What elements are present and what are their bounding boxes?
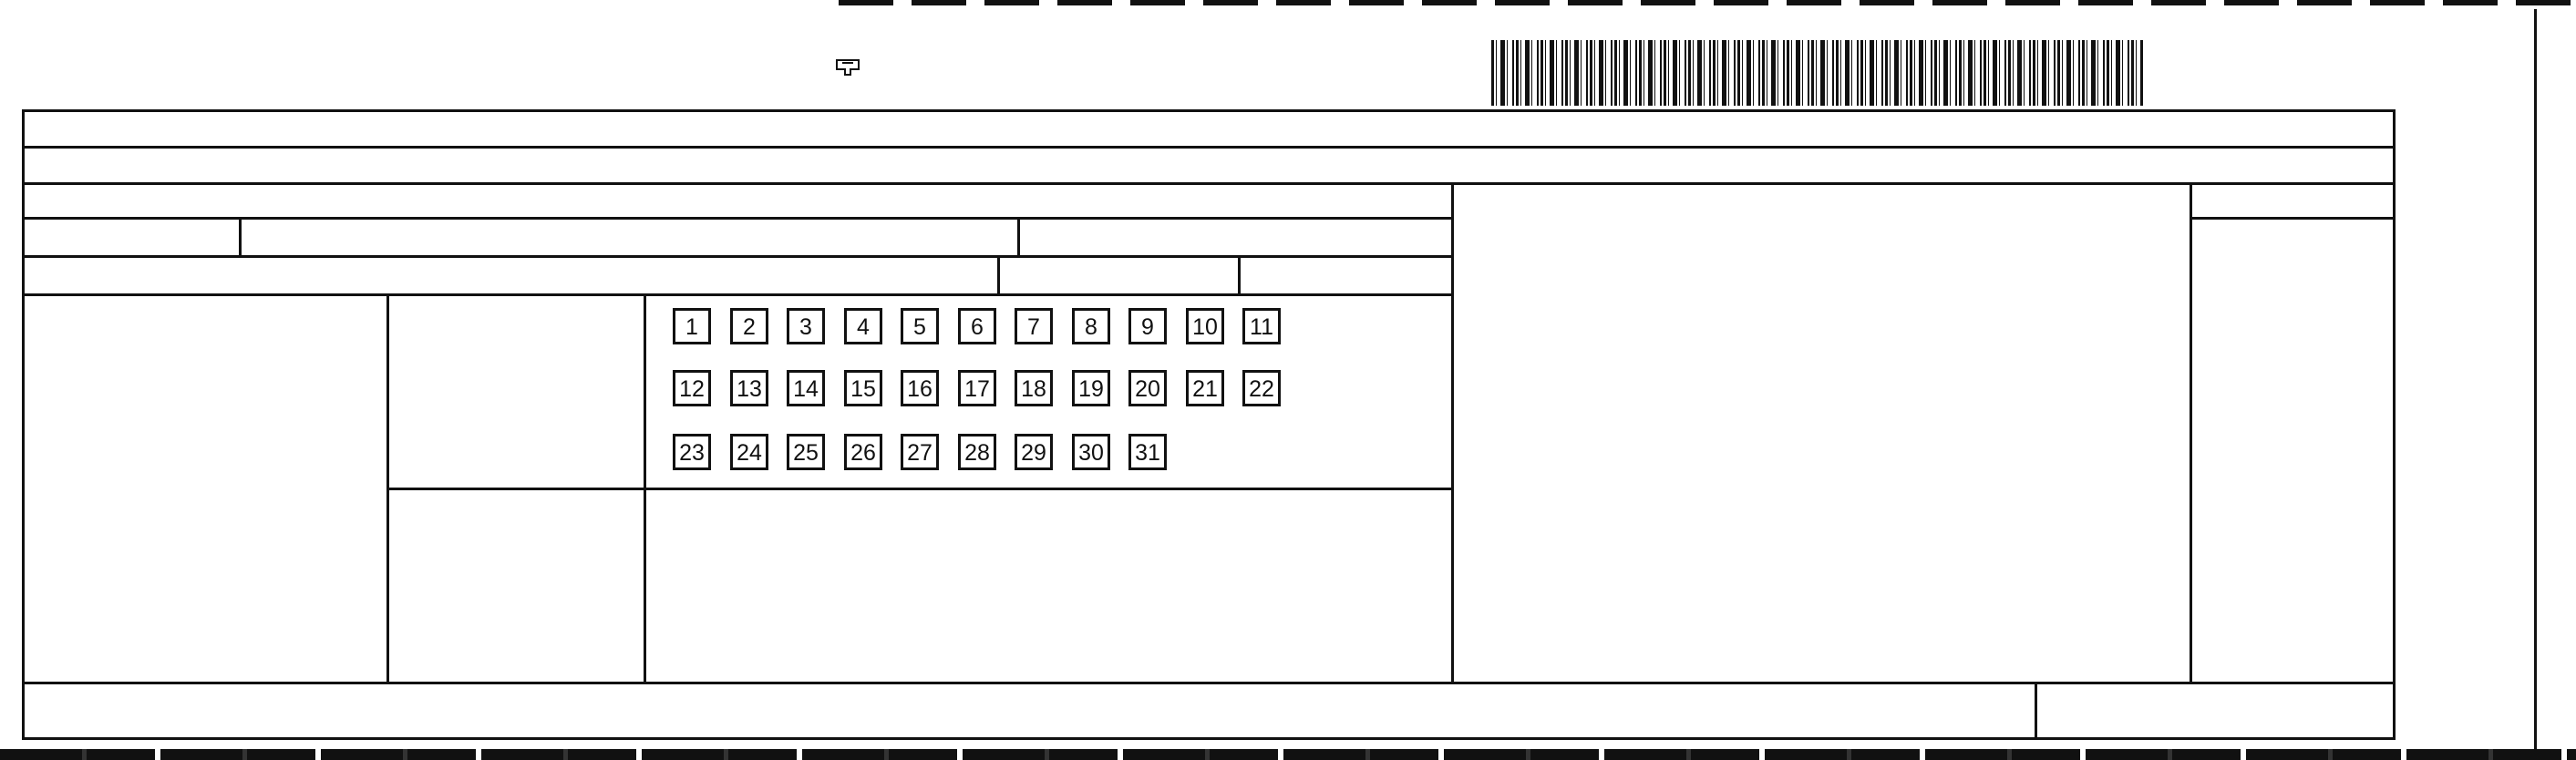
visit1-day-cell[interactable]: [1128, 434, 1167, 470]
visit1-day-number: 19: [1078, 376, 1104, 402]
certipostal-logo: [811, 55, 884, 100]
visit1-day-cell[interactable]: [1015, 308, 1053, 344]
visit1-day-number: 11: [1250, 314, 1273, 340]
visit1-day-number: 15: [850, 376, 876, 402]
row-line-5: [22, 293, 1453, 296]
observations-area[interactable]: [2193, 221, 2394, 680]
row-line-3: [22, 217, 1453, 220]
id-divider: [1238, 255, 1241, 293]
visit1-day-cell[interactable]: [730, 370, 768, 406]
city-divider: [997, 255, 1000, 293]
visit1-day-number: 8: [1085, 314, 1097, 340]
visit1-day-cell[interactable]: [673, 434, 711, 470]
visit1-day-number: 29: [1021, 440, 1046, 466]
visit1-day-number: 26: [850, 440, 876, 466]
visit1-day-cell[interactable]: [787, 370, 825, 406]
visit1-day-cell[interactable]: [1242, 370, 1281, 406]
visit1-day-cell[interactable]: [1072, 370, 1110, 406]
visit1-day-cell[interactable]: [730, 308, 768, 344]
visit1-day-cell[interactable]: [958, 370, 996, 406]
visit1-day-cell[interactable]: [901, 434, 939, 470]
visit1-day-cell[interactable]: [673, 308, 711, 344]
visit1-day-cell[interactable]: [844, 370, 882, 406]
signature-left-divider: [1451, 182, 1454, 682]
visit1-day-cell[interactable]: [787, 434, 825, 470]
torn-top-edge: [839, 0, 2571, 5]
visit1-day-cell[interactable]: [1128, 308, 1167, 344]
visit1-day-number: 22: [1249, 376, 1274, 402]
visit1-day-cell[interactable]: [844, 308, 882, 344]
visit1-day-number: 23: [679, 440, 705, 466]
visit1-day-number: 20: [1135, 376, 1160, 402]
visit1-day-cell[interactable]: [1186, 308, 1224, 344]
visit1-day-cell[interactable]: [958, 434, 996, 470]
visit1-day-cell[interactable]: [1186, 370, 1224, 406]
signature-area[interactable]: [1455, 221, 2188, 680]
visit1-day-number: 5: [913, 314, 926, 340]
visit1-day-number: 3: [799, 314, 812, 340]
visit1-day-number: 24: [737, 440, 762, 466]
visit1-day-cell[interactable]: [1015, 370, 1053, 406]
visit1-day-number: 21: [1192, 376, 1218, 402]
visit1-day-number: 10: [1192, 314, 1218, 340]
observations-left-divider: [2190, 182, 2192, 682]
footer-guia-divider: [2035, 682, 2037, 740]
right-edge-line: [2534, 9, 2537, 749]
visit1-day-number: 4: [857, 314, 870, 340]
visit1-day-number: 27: [907, 440, 933, 466]
plate-divider: [239, 217, 242, 255]
visit1-day-cell[interactable]: [1072, 308, 1110, 344]
footer-line: [22, 682, 2396, 684]
visit1-day-number: 18: [1021, 376, 1046, 402]
visit1-day-number: 2: [743, 314, 756, 340]
visit1-day-number: 12: [679, 376, 705, 402]
visit1-day-number: 9: [1141, 314, 1154, 340]
visit1-day-number: 13: [737, 376, 762, 402]
visit1-day-number: 28: [964, 440, 990, 466]
visit1-day-cell[interactable]: [1242, 308, 1281, 344]
visit1-day-number: 14: [793, 376, 819, 402]
visit1-day-number: 6: [971, 314, 984, 340]
row-line-1: [22, 146, 2396, 149]
document-divider: [1017, 217, 1020, 255]
visit1-day-number: 7: [1027, 314, 1040, 340]
visit1-day-number: 16: [907, 376, 933, 402]
visit1-day-number: 17: [964, 376, 990, 402]
torn-bottom-edge: [0, 749, 2576, 760]
visit1-day-cell[interactable]: [787, 308, 825, 344]
visit1-day-cell[interactable]: [901, 370, 939, 406]
visit1-day-number: 30: [1078, 440, 1104, 466]
certipostal-logo-icon: [811, 55, 884, 100]
visit1-day-cell[interactable]: [958, 308, 996, 344]
visit1-day-cell[interactable]: [730, 434, 768, 470]
row-line-3b: [2191, 217, 2396, 220]
row-line-2: [22, 182, 2396, 185]
visit1-day-cell[interactable]: [901, 308, 939, 344]
visits-mid-line: [386, 488, 1453, 490]
visit1-day-number: 1: [685, 314, 698, 340]
barcode: [1491, 40, 2143, 106]
visit1-day-cell[interactable]: [1072, 434, 1110, 470]
visit1-day-number: 25: [793, 440, 819, 466]
visit1-day-cell[interactable]: [1015, 434, 1053, 470]
visit1-day-cell[interactable]: [1128, 370, 1167, 406]
visit1-day-cell[interactable]: [844, 434, 882, 470]
visit1-day-number: 31: [1135, 440, 1160, 466]
visit1-day-cell[interactable]: [673, 370, 711, 406]
